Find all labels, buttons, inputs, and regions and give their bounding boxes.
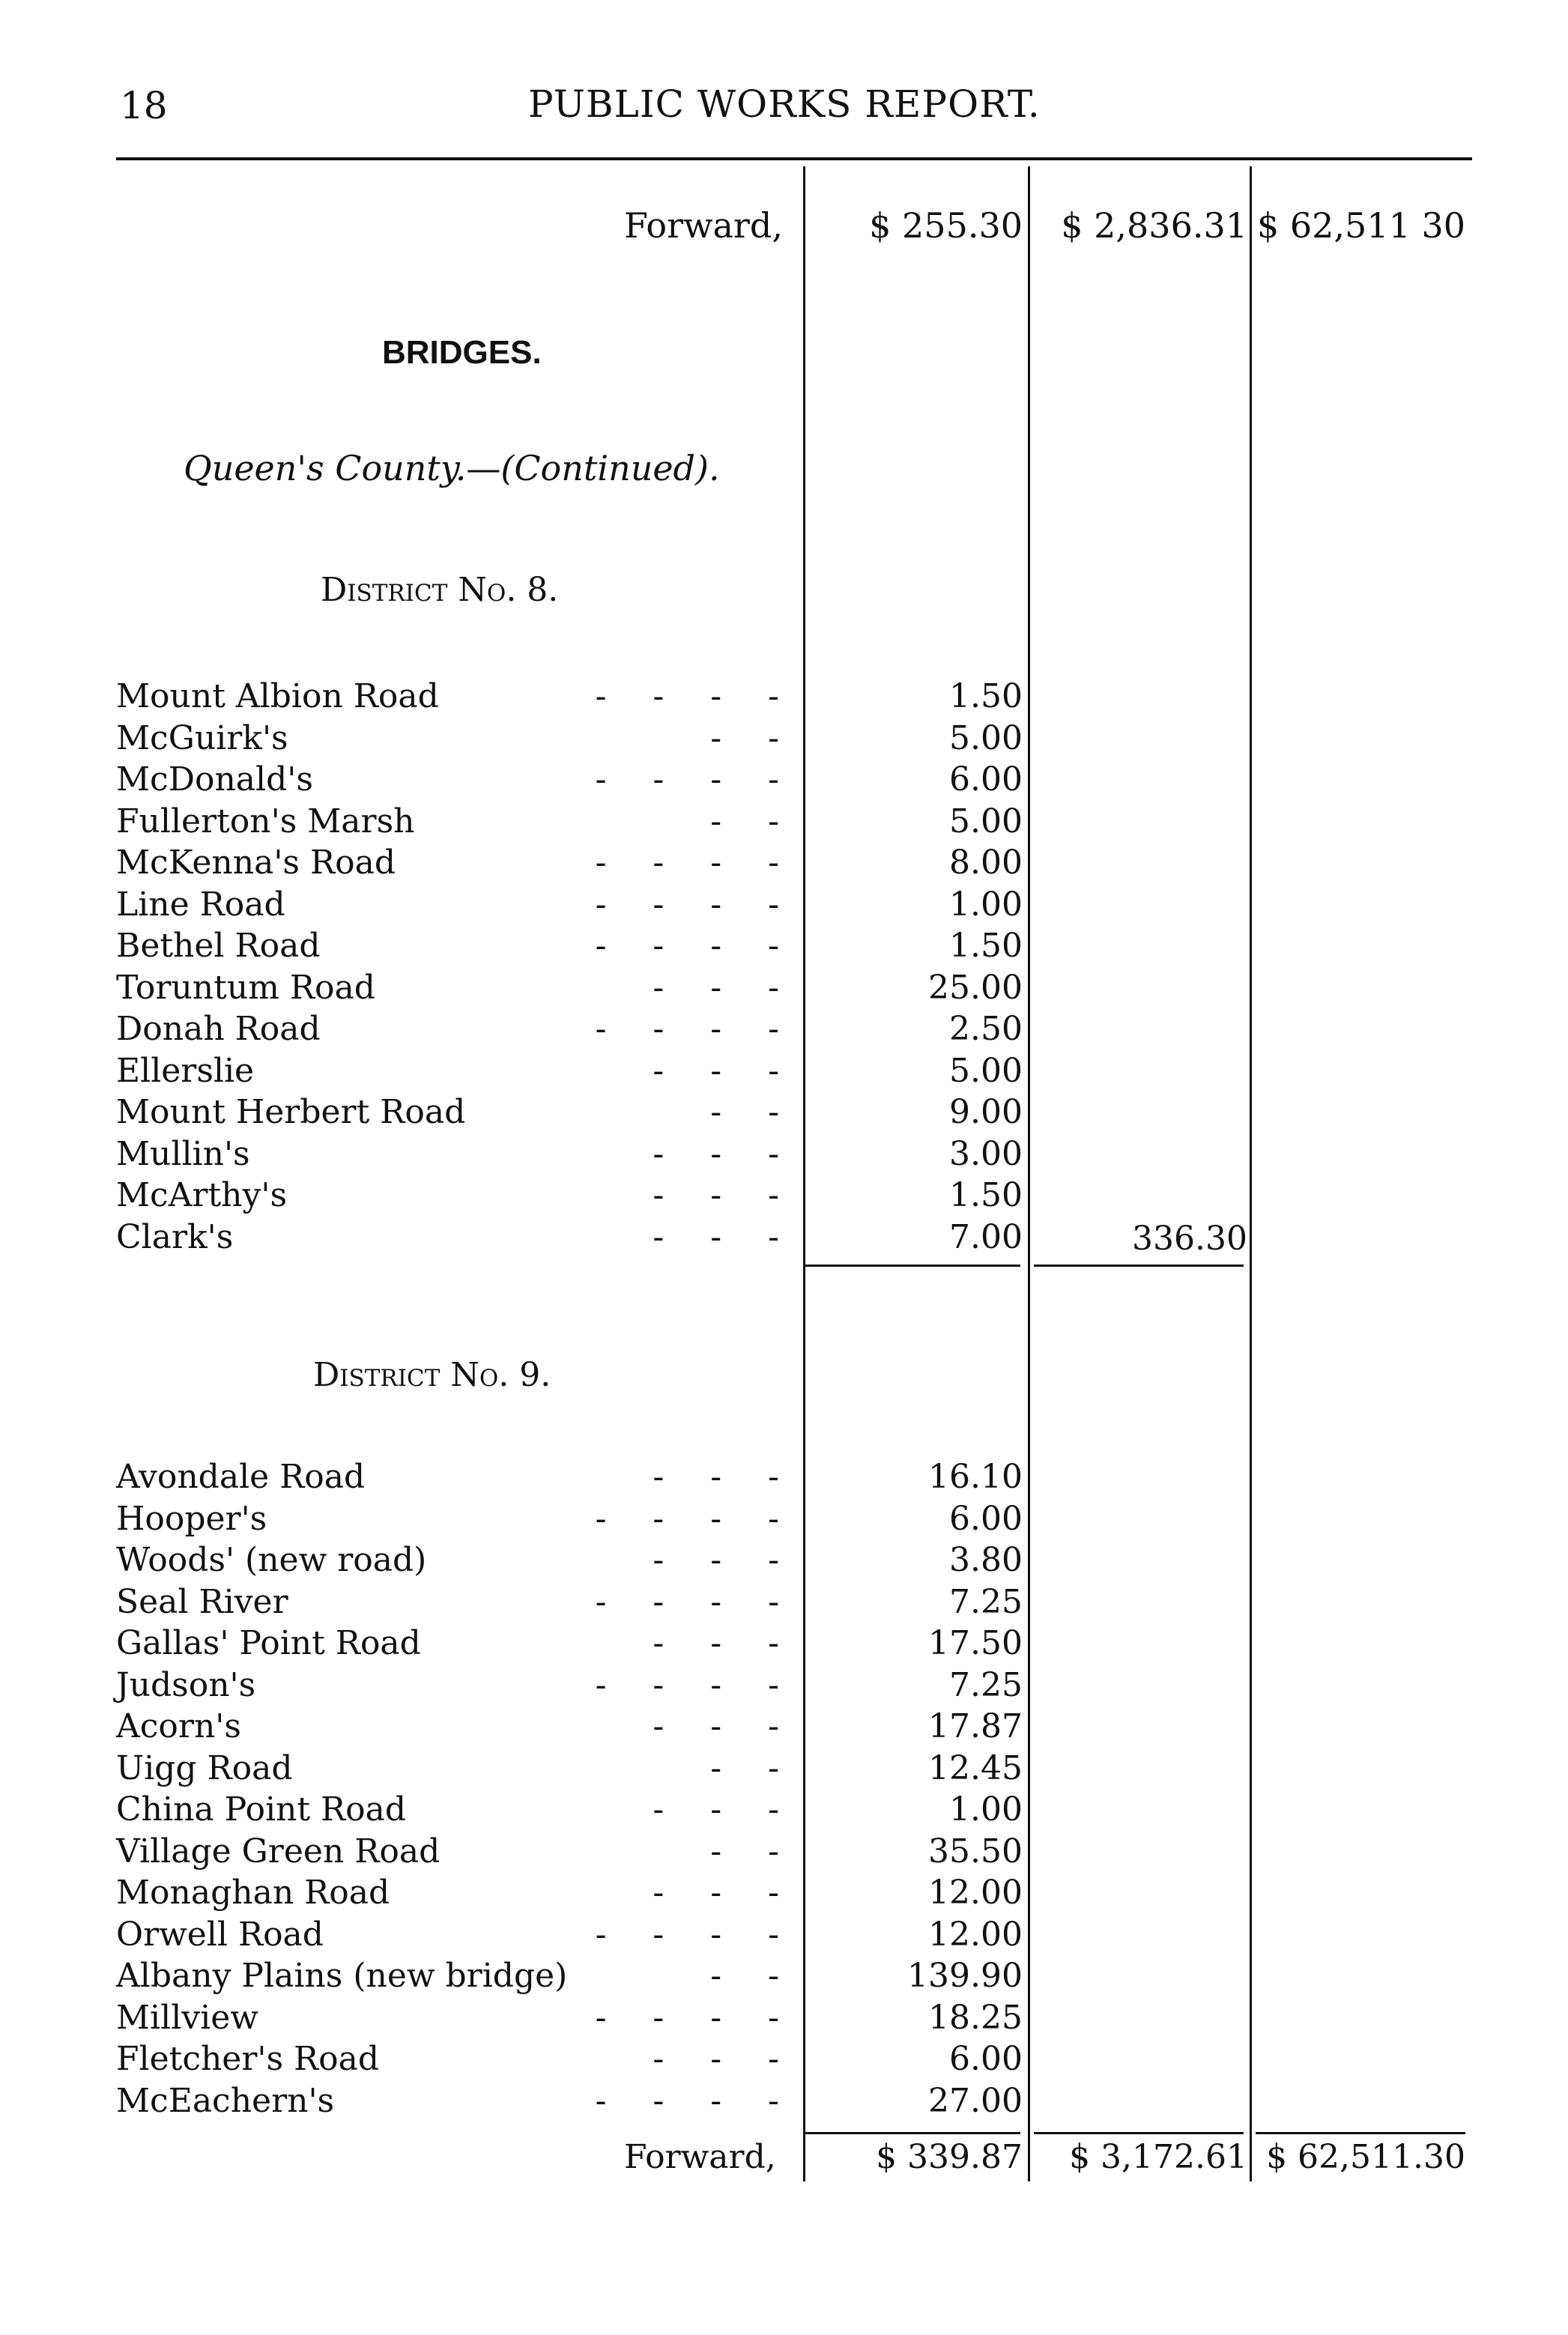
item-amount: 7.25 xyxy=(949,1582,1023,1621)
item-name: Gallas' Point Road xyxy=(116,1624,421,1662)
leader-dashes: - - - - xyxy=(595,1010,779,1048)
item-name: Mount Albion Road xyxy=(116,677,439,715)
district-8-title: District No. 8. xyxy=(321,571,559,609)
leader-dashes: - - - - xyxy=(595,760,779,799)
leader-dashes: - - - - xyxy=(595,1499,779,1538)
leader-dashes: - - - xyxy=(653,1134,779,1173)
item-name: McArthy's xyxy=(116,1176,288,1214)
item-name: Acorn's xyxy=(116,1707,241,1745)
item-name: Seal River xyxy=(116,1582,288,1621)
leader-dashes: - - - xyxy=(653,1541,779,1579)
column-divider-2 xyxy=(1028,166,1030,2181)
item-name: Avondale Road xyxy=(116,1458,366,1496)
item-amount: 27.00 xyxy=(928,2081,1023,2120)
item-name: Albany Plains (new bridge) xyxy=(116,1957,568,1995)
leader-dashes: - - - xyxy=(653,1458,779,1496)
leader-dashes: - - - xyxy=(653,1707,779,1745)
leader-dashes: - - - xyxy=(653,1051,779,1090)
leader-dashes: - - - xyxy=(653,1176,779,1214)
item-amount: 1.00 xyxy=(949,885,1023,924)
leader-dashes: - - - - xyxy=(595,677,779,715)
item-amount: 8.00 xyxy=(949,844,1023,882)
item-name: Bethel Road xyxy=(116,927,321,965)
item-amount: 17.50 xyxy=(928,1624,1023,1662)
item-name: Judson's xyxy=(116,1665,256,1704)
leader-dashes: - - xyxy=(710,1957,779,1995)
item-name: Village Green Road xyxy=(116,1832,441,1871)
item-name: Donah Road xyxy=(116,1010,321,1048)
leader-dashes: - - xyxy=(710,1832,779,1871)
item-amount: 1.00 xyxy=(949,1790,1023,1829)
item-amount: 5.00 xyxy=(949,718,1023,757)
leader-dashes: - - - - xyxy=(595,844,779,882)
item-name: Millview xyxy=(116,1998,258,2037)
item-amount: 6.00 xyxy=(949,760,1023,799)
item-name: Ellerslie xyxy=(116,1051,255,1090)
item-name: Woods' (new road) xyxy=(116,1541,427,1579)
district-8-rule-col1 xyxy=(803,1265,1020,1267)
leader-dashes: - - - - xyxy=(595,1582,779,1621)
item-amount: 6.00 xyxy=(949,2040,1023,2078)
item-name: Monaghan Road xyxy=(116,1874,390,1912)
item-name: Uigg Road xyxy=(116,1748,293,1787)
item-amount: 18.25 xyxy=(928,1998,1023,2037)
item-name: Orwell Road xyxy=(116,1915,324,1954)
header-rule xyxy=(116,157,1472,160)
item-name: Line Road xyxy=(116,885,285,924)
leader-dashes: - - - xyxy=(653,2040,779,2078)
forward-label-top: Forward, xyxy=(624,205,783,246)
leader-dashes: - - xyxy=(710,1748,779,1787)
item-amount: 5.00 xyxy=(949,1051,1023,1090)
item-amount: 2.50 xyxy=(949,1010,1023,1048)
leader-dashes: - - - - xyxy=(595,1998,779,2037)
page-title: PUBLIC WORKS REPORT. xyxy=(528,82,1041,126)
forward-rule-col1 xyxy=(803,2132,1020,2134)
leader-dashes: - - - xyxy=(653,1217,779,1256)
item-name: Mullin's xyxy=(116,1134,250,1173)
column-divider-3 xyxy=(1250,166,1252,2181)
item-amount: 12.45 xyxy=(928,1748,1023,1787)
forward-bottom-col2: $ 3,172.61 xyxy=(1069,2138,1247,2176)
item-amount: 1.50 xyxy=(949,927,1023,965)
section-title: BRIDGES. xyxy=(382,334,542,371)
item-amount: 1.50 xyxy=(949,1176,1023,1214)
item-amount: 1.50 xyxy=(949,677,1023,715)
item-name: Mount Herbert Road xyxy=(116,1093,466,1131)
leader-dashes: - - xyxy=(710,802,779,841)
district-9-title: District No. 9. xyxy=(313,1356,551,1394)
item-name: McKenna's Road xyxy=(116,844,396,882)
page-number: 18 xyxy=(120,84,168,127)
district-8-rule-col2 xyxy=(1034,1265,1244,1267)
item-name: McEachern's xyxy=(116,2081,335,2120)
leader-dashes: - - - xyxy=(653,1624,779,1662)
forward-bottom-col3: $ 62,511.30 xyxy=(1266,2138,1465,2176)
leader-dashes: - - - - xyxy=(595,1915,779,1954)
item-name: Hooper's xyxy=(116,1499,267,1538)
item-amount: 25.00 xyxy=(928,968,1023,1007)
leader-dashes: - - - - xyxy=(595,2081,779,2120)
forward-label-bottom: Forward, xyxy=(624,2138,776,2176)
forward-top-col3: $ 62,511 30 xyxy=(1257,205,1465,246)
leader-dashes: - - xyxy=(710,1093,779,1131)
item-amount: 5.00 xyxy=(949,802,1023,841)
leader-dashes: - - - xyxy=(653,968,779,1007)
item-amount: 12.00 xyxy=(928,1874,1023,1912)
forward-top-col2: $ 2,836.31 xyxy=(1061,205,1247,246)
leader-dashes: - - - - xyxy=(595,1665,779,1704)
item-name: China Point Road xyxy=(116,1790,407,1829)
item-amount: 139.90 xyxy=(907,1957,1023,1995)
forward-rule-col2 xyxy=(1034,2132,1244,2134)
district-8-subtotal: 336.30 xyxy=(1132,1220,1247,1258)
leader-dashes: - - xyxy=(710,718,779,757)
item-name: McDonald's xyxy=(116,760,313,799)
item-amount: 6.00 xyxy=(949,1499,1023,1538)
item-amount: 3.80 xyxy=(949,1541,1023,1579)
leader-dashes: - - - - xyxy=(595,927,779,965)
item-amount: 17.87 xyxy=(928,1707,1023,1745)
item-name: Toruntum Road xyxy=(116,968,375,1007)
item-amount: 7.25 xyxy=(949,1665,1023,1704)
item-amount: 12.00 xyxy=(928,1915,1023,1954)
item-name: Fullerton's Marsh xyxy=(116,802,415,841)
forward-rule-col3 xyxy=(1256,2132,1465,2134)
column-divider-1 xyxy=(803,166,805,2181)
forward-bottom-col1: $ 339.87 xyxy=(876,2138,1023,2176)
item-name: Clark's xyxy=(116,1217,234,1256)
leader-dashes: - - - - xyxy=(595,885,779,924)
item-amount: 35.50 xyxy=(928,1832,1023,1871)
leader-dashes: - - - xyxy=(653,1790,779,1829)
item-amount: 7.00 xyxy=(949,1217,1023,1256)
item-name: Fletcher's Road xyxy=(116,2040,380,2078)
county-heading: Queen's County.—(Continued). xyxy=(184,448,720,488)
leader-dashes: - - - xyxy=(653,1874,779,1912)
item-amount: 3.00 xyxy=(949,1134,1023,1173)
item-name: McGuirk's xyxy=(116,718,288,757)
forward-top-col1: $ 255.30 xyxy=(869,205,1023,246)
item-amount: 9.00 xyxy=(949,1093,1023,1131)
item-amount: 16.10 xyxy=(928,1458,1023,1496)
